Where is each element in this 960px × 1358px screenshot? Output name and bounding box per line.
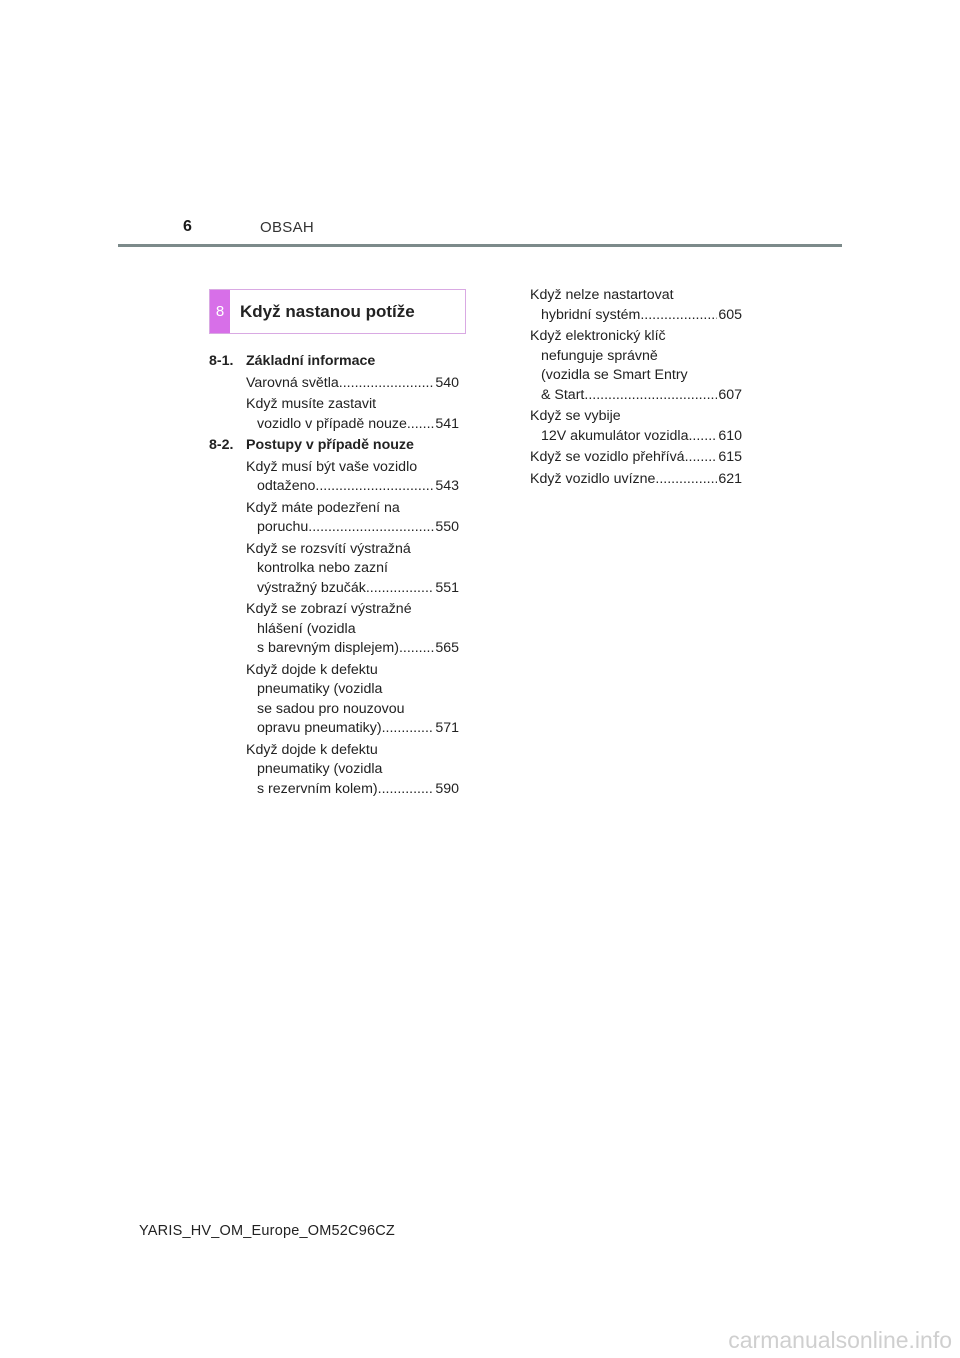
toc-entry-text: (vozidla se Smart Entry bbox=[541, 367, 688, 383]
page-footer bbox=[0, 1223, 960, 1239]
toc-entry[interactable] bbox=[209, 540, 459, 599]
toc-entry-text: výstražný bzučák bbox=[257, 579, 366, 596]
toc-page-number: 540 bbox=[435, 374, 459, 391]
toc-entry-text: hybridní systém bbox=[541, 306, 641, 323]
toc-entry-text: Když se zobrazí výstražné bbox=[246, 601, 412, 617]
toc-entry-text: & Start bbox=[541, 386, 585, 403]
toc-entry-last-line bbox=[530, 306, 742, 326]
toc-entry-last-line bbox=[246, 518, 459, 538]
toc-entry-text: odtaženo bbox=[257, 478, 316, 494]
toc-entry-text: Když dojde k defektu bbox=[246, 661, 378, 678]
toc-entry-text: Když musíte zastavit bbox=[246, 396, 377, 412]
toc-page-number: 615 bbox=[718, 449, 742, 465]
toc-entry-text: Když nelze nastartovat bbox=[530, 287, 674, 303]
toc-entry-text: pneumatiky (vozidla bbox=[257, 761, 383, 777]
toc-entry-text: Když máte podezření na bbox=[246, 499, 400, 516]
toc-entry[interactable] bbox=[209, 458, 459, 497]
toc-entry[interactable] bbox=[209, 499, 459, 538]
toc-entry-text: Když elektronický klíč bbox=[530, 328, 666, 344]
toc-entry-last-line bbox=[246, 719, 459, 739]
toc-entry-last-line bbox=[530, 448, 742, 468]
dot-leader bbox=[584, 386, 717, 406]
toc-page-number: 571 bbox=[435, 720, 459, 736]
toc-entry-last-line bbox=[246, 477, 459, 497]
toc-entry-text: Když musí být vaše vozidlo bbox=[246, 458, 418, 475]
toc-entry-text: se sadou pro nouzovou bbox=[257, 700, 405, 717]
toc-entry-last-line bbox=[530, 427, 742, 447]
dot-leader bbox=[640, 306, 717, 326]
dot-leader bbox=[315, 477, 434, 497]
toc-entry-last-line bbox=[246, 415, 459, 435]
toc-page-number: 565 bbox=[435, 640, 459, 656]
section-heading-box bbox=[209, 289, 466, 334]
toc-entry-last-line bbox=[246, 374, 459, 394]
toc-entry[interactable] bbox=[530, 470, 742, 490]
toc-entry-text: opravu pneumatiky) bbox=[257, 720, 382, 736]
dot-leader bbox=[378, 780, 435, 800]
toc-page-number: 607 bbox=[718, 386, 742, 403]
chapter-number: 8-2. bbox=[209, 437, 234, 453]
watermark: carmanualsonline.info bbox=[728, 1327, 952, 1353]
section-title: Když nastanou potíže bbox=[240, 302, 415, 321]
toc-page-number: 590 bbox=[435, 780, 459, 797]
toc-entry-text: vozidlo v případě nouze bbox=[257, 415, 407, 432]
toc-page-number: 551 bbox=[435, 579, 459, 596]
toc-entry[interactable] bbox=[209, 661, 459, 739]
toc-entry-text: Když se vybije bbox=[530, 408, 621, 424]
toc-entry-text: poruchu bbox=[257, 519, 309, 535]
toc-entry-text: Když dojde k defektu bbox=[246, 741, 378, 758]
toc-entry-text: Když se vozidlo přehřívá bbox=[530, 449, 685, 465]
toc-page-number: 550 bbox=[435, 519, 459, 535]
toc-entry-text: Varovná světla bbox=[246, 374, 339, 391]
toc-page-number: 543 bbox=[435, 478, 459, 494]
dot-leader bbox=[655, 470, 717, 490]
toc-page-number: 541 bbox=[435, 415, 459, 432]
toc-entry-text: nefunguje správně bbox=[541, 347, 658, 364]
toc-chapter-heading[interactable] bbox=[209, 436, 459, 456]
dot-leader bbox=[688, 427, 717, 447]
dot-leader bbox=[399, 639, 434, 659]
toc-entry-last-line bbox=[246, 579, 459, 599]
chapter-title: Základní informace bbox=[246, 353, 376, 369]
toc-page-number: 621 bbox=[718, 470, 742, 487]
toc-entry-text: s rezervním kolem) bbox=[257, 780, 378, 797]
toc-entry[interactable] bbox=[530, 407, 742, 446]
toc-entry[interactable] bbox=[209, 395, 459, 434]
toc-chapter-heading[interactable] bbox=[209, 352, 459, 372]
toc-entry-last-line bbox=[530, 470, 742, 490]
page-number: 6 bbox=[183, 218, 192, 235]
chapter-number: 8-1. bbox=[209, 353, 234, 369]
toc-entry-last-line bbox=[530, 386, 742, 406]
toc-entry[interactable] bbox=[209, 374, 459, 394]
dot-leader bbox=[685, 448, 718, 468]
dot-leader bbox=[308, 518, 434, 538]
toc-entry-text: 12V akumulátor vozidla bbox=[541, 427, 689, 444]
header-title: OBSAH bbox=[260, 219, 315, 236]
toc-entry[interactable] bbox=[530, 286, 742, 325]
toc-entry-text: hlášení (vozidla bbox=[257, 620, 356, 637]
toc-entry[interactable] bbox=[530, 448, 742, 468]
dot-leader bbox=[407, 415, 434, 435]
toc-entry-text: s barevným displejem) bbox=[257, 640, 399, 656]
toc-left-column bbox=[209, 352, 459, 801]
document-code: YARIS_HV_OM_Europe_OM52C96CZ bbox=[139, 1223, 395, 1239]
dot-leader bbox=[339, 374, 435, 394]
chapter-title: Postupy v případě nouze bbox=[246, 437, 414, 453]
header-divider bbox=[118, 244, 842, 247]
toc-entry[interactable] bbox=[209, 600, 459, 659]
toc-page-number: 610 bbox=[718, 427, 742, 444]
toc-entry-last-line bbox=[246, 780, 459, 800]
toc-entry-text: Když vozidlo uvízne bbox=[530, 470, 656, 487]
toc-entry-text: kontrolka nebo zazní bbox=[257, 560, 388, 576]
toc-page-number: 605 bbox=[718, 306, 742, 323]
toc-entry-text: Když se rozsvítí výstražná bbox=[246, 540, 411, 557]
toc-right-column bbox=[530, 286, 742, 491]
dot-leader bbox=[382, 719, 435, 739]
section-number-tab: 8 bbox=[210, 290, 230, 333]
toc-entry[interactable] bbox=[530, 327, 742, 405]
toc-entry-text: pneumatiky (vozidla bbox=[257, 681, 383, 697]
toc-entry[interactable] bbox=[209, 741, 459, 800]
toc-entry-last-line bbox=[246, 639, 459, 659]
dot-leader bbox=[366, 579, 435, 599]
